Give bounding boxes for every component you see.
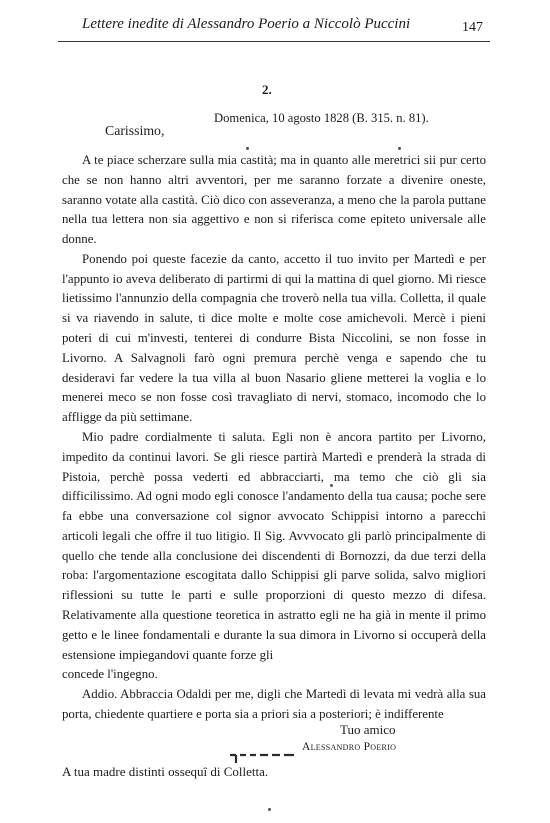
letter-number: 2.	[262, 82, 272, 97]
paragraph-3: Mio padre cordialmente ti saluta. Egli non è ancora partito per Livorno, impedito da continui lavori. Se gli riesce partirà Martedì e prenderà la strada di Pistoia, perchè possa vederti ed abbracciarti, ma temo che ciò gli sia difficilissimo. Ad ogni modo egli conosce l'andamento della tua causa; poche sere fa ebbe una conversazione col signor avvocato Schippisi intorno a parecchi articoli legali che offre il tuo litigio. Il Sig. Avvvocato gli parlò principalmente di quello che tende alla conclusione dei discendenti di Bornozzi, da due terzi della roba: l'argomentazione escogitata dallo Schippisi gli parve solida, salvo migliori riflessioni su tutte le parti e sulle proporzioni di questo mezzo di difesa. Relativamente alla questione teoretica in astratto egli ne ha già in mente il primo getto e le linee fondamentali e durante la sua dimora in Livorno si occuperà della estensione impiegandovi quante forze gli	[62, 429, 486, 662]
letter-closing: Tuo amico	[340, 722, 396, 737]
scan-speck	[398, 147, 401, 150]
page-number: 147	[462, 20, 483, 35]
paragraph-4: Addio. Abbraccia Odaldi per me, digli che Martedì di levata mi vedrà alla sua porta, chiedente quartiere e porta sia a priori sia a posteriori; è indifferente	[62, 687, 486, 721]
scan-speck	[330, 484, 333, 487]
running-head: Lettere inedite di Alessandro Poerio a Niccolò Puccini	[82, 16, 411, 32]
paragraph-1: A te piace scherzare sulla mia castità; ma in quanto alle meretrici sii pur certo che se non hanno altri avventori, per me saranno forzate a divenire oneste, saranno votate alla castità. Ciò dico con asseveranza, a meno che la parola puttane nella tua lettera non sia aggettivo e non si riferisca come epiteto universale alle donne.	[62, 153, 486, 247]
signature-flourish	[228, 751, 298, 765]
letter-postscript: A tua madre distinti ossequî di Colletta.	[62, 764, 269, 779]
paragraph-3-tail: concede l'ingegno.	[62, 667, 158, 682]
letter-salutation: Carissimo,	[105, 123, 165, 138]
scan-speck	[246, 147, 249, 150]
letter-body	[62, 151, 486, 725]
letter-signature: Alessandro Poerio	[302, 741, 397, 753]
header-rule	[58, 41, 490, 42]
paragraph-2: Ponendo poi queste facezie da canto, accetto il tuo invito per Martedì e per l'appunto io aveva deliberato di partirmi di qui la mattina di quel giorno. Mi riesce lietissimo l'annunzio della compagnia che troverò nella tua villa. Colletta, il quale si va riavendo in salute, ti dice molte e molte cose amichevoli. Mercè i pieni poteri di cui m'investi, tenterei di condurre Bista Niccolini, se non fosse in Livorno. A Salvagnoli farò ogni premura perchè venga e sapendo che tu desideravi far vedere la tua villa al buon Nasario gliene metterei la voglia e lo menerei meco se non fosse così travagliato di nervi, stomaco, incomodo che lo affligge da più settimane.	[62, 251, 486, 425]
letter-dateline: Domenica, 10 agosto 1828 (B. 315. n. 81).	[214, 111, 429, 125]
scan-speck	[268, 808, 271, 811]
